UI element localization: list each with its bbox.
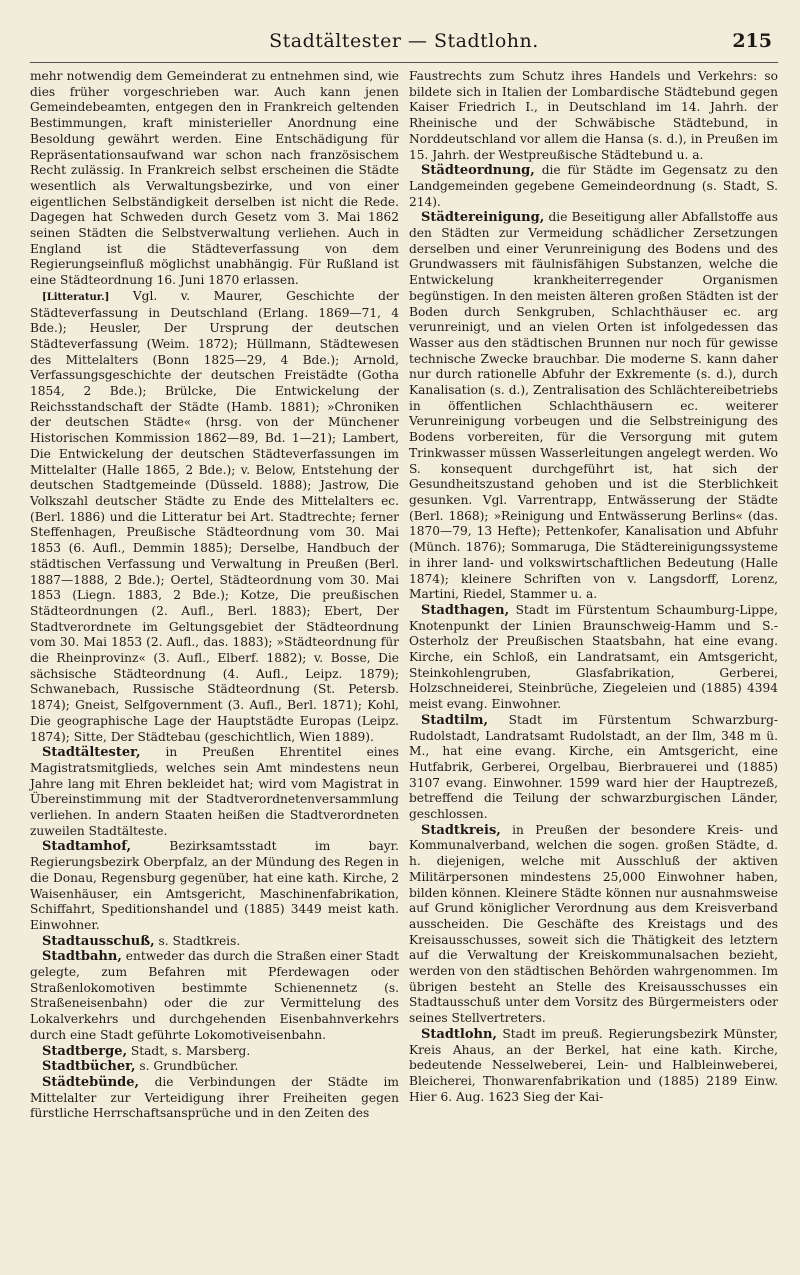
entry-text: die Verbindungen der Städte im Mittelalter zur Verteidigung ihrer Freiheiten gegen fürstliche Herrschaftsansprüche und in den Zeiten des [30,1075,399,1121]
running-title: Stadtältester — Stadtlohn. [269,30,539,52]
entry-headword: Städtebünde, [42,1075,140,1090]
left-column [30,69,399,1122]
text-columns [30,69,778,1122]
entry-text: Stadt im Fürstentum Schaumburg-Lippe, Knotenpunkt der Linien Braunschweig-Hamm und S.-Osterholz der Preußischen Staatsbahn, hat eine evang. Kirche, ein Schloß, ein Landratsamt, ein Amtsgericht, Steinkohlengruben, Glasfabrikation, Gerberei, Holzschneiderei, Steinbrüche, Ziegeleien und (1885) 4394 meist evang. Einwohner. [409,602,778,712]
entry-text: in Preußen Ehrentitel eines Magistratsmitglieds, welches sein Amt mindestens neun Jahre lang mit Ehren bekleidet hat; wird vom Magistrat in Übereinstimmung mit der Stadtverordnetenversammlung verliehen. In andern Staaten heißen die Stadtverordneten zuweilen Stadtälteste. [30,745,399,838]
entry-paragraph [30,69,399,289]
entry-text: Bezirksamtsstadt im bayr. Regierungsbezirk Oberpfalz, an der Mündung des Regen in die Donau, Regensburg gegenüber, hat eine kath. Kirche, 2 Waisenhäuser, ein Amtsgericht, Maschinenfabrikation, Schiffahrt, Speditionshandel und (1885) 3449 meist kath. Einwohner. [30,839,399,932]
entry-text: die für Städte im Gegensatz zu den Landgemeinden gegebene Gemeindeordnung (s. Stadt, S. 214). [409,163,778,209]
entry-text: Stadt im preuß. Regierungsbezirk Münster, Kreis Ahaus, an der Berkel, hat eine kath. Kirche, bedeutende Nesselweberei, Lein- und Halbleinweberei, Bleicherei, Thonwarenfabrikation und (1885) 2189 Einw. Hier 6. Aug. 1623 Sieg der Kai- [409,1026,778,1104]
entry-text: die Beseitigung aller Abfallstoffe aus den Städten zur Vermeidung schädlicher Zersetzungen derselben und einer Verunreinigung des Bodens und des Grundwassers mit fäulnisfähigen Substanzen, welche die Entwickelung krankheiterregender Organismen begünstigen. In den meisten älteren großen Städten ist der Boden durch Senkgruben, Schlachthäuser ec. arg verunreinigt, und an vielen Orten ist infolgedessen das Wasser aus den städtischen Brunnen nur noch für gewisse technische Zwecke brauchbar. Die moderne S. kann daher nur durch rationelle Abfuhr der Exkremente (s. d.), durch Kanalisation (s. d.), Zentralisation des Schlächtereibetriebs in öffentlichen Schlachthäusern ec. weiterer Verunreinigung vorbeugen und die Selbstreinigung des Bodens vorbereiten, für die Versorgung mit gutem Trinkwasser müssen Wasserleitungen angelegt werden. Wo S. konsequent durchgeführt ist, hat sich der Gesundheitszustand gehoben und ist die Sterblichkeit gesunken. Vgl. Varrentrapp, Entwässerung der Städte (Berl. 1868); »Reinigung und Entwässerung Berlins« (das. 1870—79, 13 Hefte); Pettenkofer, Kanalisation und Abfuhr (Münch. 1876); Sommaruga, Die Städtereinigungssysteme in ihrer land- und volkswirtschaftlichen Bedeutung (Halle 1874); kleinere Schriften von v. Langsdorff, Lorenz, Martini, Riedel, Stammer u. a. [409,210,778,602]
entry-stadthagen [409,603,778,713]
entry-stadtaeltester [30,745,399,839]
entry-headword: Städteordnung, [421,163,535,179]
entry-headword: Stadtlohn, [421,1026,497,1042]
entry-headword: Stadtkreis, [421,822,501,838]
entry-headword: Stadthagen, [421,602,510,618]
entry-stadtlohn [409,1027,778,1106]
entry-text: Faustrechts zum Schutz ihres Handels und Verkehrs: so bildete sich in Italien der Lombardische Städtebund gegen Kaiser Friedrich I., in Deutschland im 14. Jahrh. der Rheinische und der Schwäbische Städtebund, in Norddeutschland vor allem die Hansa (s. d.), in Preußen im 15. Jahrh. der Westpreußische Städtebund u. a. [409,69,778,162]
header-rule [30,62,778,63]
entry-staedteordnung [409,163,778,210]
entry-text: Stadt, s. Marsberg. [127,1043,251,1058]
literature-tag: [Litteratur.] [42,291,110,303]
entry-stadtkreis [409,823,778,1027]
entry-staedtebuende [30,1075,399,1122]
entry-headword: Stadtbahn, [42,949,122,965]
entry-text: in Preußen der besondere Kreis- und Kommunalverband, welchen die sogen. großen Städte, d. h. diejenigen, welche mit Ausschluß der aktiven Militärpersonen mindestens 25,000 Einwohner haben, bilden können. Kleinere Städte können nur ausnahmsweise auf Grund königlicher Verordnung aus dem Kreisverband ausscheiden. Die Geschäfte des Kreistags und des Kreisausschusses, soweit sich die Thätigkeit des letztern auf die Verwaltung der Kreiskommunalsachen bezieht, werden von den städtischen Behörden wahrgenommen. Im übrigen besteht an Stelle des Kreisausschusses ein Stadtausschuß unter dem Vorsitz des Bürgermeisters oder seines Stellvertreters. [409,822,778,1026]
entry-text: Stadt im Fürstentum Schwarzburg-Rudolstadt, Landratsamt Rudolstadt, an der Ilm, 348 m ü. M., hat eine evang. Kirche, ein Amtsgericht, eine Hutfabrik, Gerberei, Orgelbau, Bierbrauerei und (1885) 3107 evang. Einwohner. 1599 ward hier der Hauptrezeß, betreffend die Teilung der schwarzburgischen Länder, geschlossen. [409,712,778,822]
entry-stadtbahn [30,949,399,1043]
entry-text: mehr notwendig dem Gemeinderat zu entnehmen sind, wie dies früher vorgeschrieben war. Auch kann jenen Gemeindebeamten, entgegen den in Frankreich geltenden Bestimmungen, kraft ministerieller Anordnung eine Besoldung gewährt werden. Eine Entschädigung für Repräsentationsaufwand war schon nach französischem Recht zulässig. In Frankreich selbst erscheinen die Städte wesentlich als Verwaltungsbezirke, und von einer eigentlichen Selbständigkeit derselben ist nicht die Rede. Dagegen hat Schweden durch Gesetz vom 3. Mai 1862 seinen Städten die Selbstverwaltung verliehen. Auch in England ist die Städteverfassung von dem Regierungseinfluß möglichst unabhängig. Für Rußland ist eine Städteordnung 16. Juni 1870 erlassen. [30,69,399,288]
entry-headword: Stadtilm, [421,712,489,728]
entry-headword: Stadtausschuß, [42,933,155,949]
entry-text: entweder das durch die Straßen einer Stadt gelegte, zum Befahren mit Pferdewagen oder Straßenlokomotiven bestimmte Schienennetz (s. Straßeneisenbahn) oder die zur Vermittelung des Lokalverkehrs und durchgehenden Eisenbahnverkehrs durch eine Stadt geführte Lokomotiveisenbahn. [30,949,399,1042]
entry-headword: Stadtältester, [42,745,141,761]
entry-stadtbuecher [30,1059,399,1075]
right-column [409,69,778,1122]
entry-stadtberge [30,1044,399,1060]
entry-stadtamhof [30,839,399,933]
entry-text: s. Stadtkreis. [154,933,241,948]
entry-text: s. Grundbücher. [135,1059,239,1074]
page-number: 215 [732,30,772,52]
entry-headword: Städtereinigung, [421,210,545,226]
literature-text: Vgl. v. Maurer, Geschichte der Städteverfassung in Deutschland (Erlang. 1869—71, 4 Bde.); Heusler, Der Ursprung der deutschen Städteverfassung (Weim. 1872); Hüllmann, Städtewesen des Mittelalters (Bonn 1825—29, 4 Bde.); Arnold, Verfassungsgeschichte der deutschen Freistädte (Gotha 1854, 2 Bde.); Brülcke, Die Entwickelung der Reichsstandschaft der Städte (Hamb. 1881); »Chroniken der deutschen Städte« (hrsg. von der Münchener Historischen Kommission 1862—89, Bd. 1—21); Lambert, Die Entwickelung der deutschen Städteverfassungen im Mittelalter (Halle 1865, 2 Bde.); v. Below, Entstehung der deutschen Stadtgemeinde (Düsseld. 1888); Jastrow, Die Volkszahl deutscher Städte zu Ende des Mittelalters ec. (Berl. 1886) und die Litteratur bei Art. Stadtrechte; ferner Steffenhagen, Preußische Städteordnung vom 30. Mai 1853 (6. Aufl., Demmin 1885); Derselbe, Handbuch der städtischen Verfassung und Verwaltung in Preußen (Berl. 1887—1888, 2 Bde.); Oertel, Städteordnung vom 30. Mai 1853 (Liegn. 1883, 2 Bde.); Kotze, Die preußischen Städteordnungen (2. Aufl., Berl. 1883); Ebert, Der Stadtverordnete im Geltungsgebiet der Städteordnung vom 30. Mai 1853 (2. Aufl., das. 1883); »Städteordnung für die Rheinprovinz« (3. Aufl., Elberf. 1882); v. Bosse, Die sächsische Städteordnung (4. Aufl., Leipz. 1879); Schwanebach, Russische Städteordnung (St. Petersb. 1874); Gneist, Selfgovernment (3. Aufl., Berl. 1871); Kohl, Die geographische Lage der Hauptstädte Europas (Leipz. 1874); Sitte, Der Städtebau (geschichtlich, Wien 1889). [30,288,399,744]
literature-paragraph [30,289,399,745]
entry-headword: Stadtbücher, [42,1059,136,1075]
entry-headword: Stadtberge, [42,1043,128,1059]
entry-headword: Stadtamhof, [42,839,132,855]
page-header [30,28,778,62]
entry-continuation [409,69,778,163]
entry-staedtereinigung [409,210,778,603]
entry-stadtilm [409,713,778,823]
entry-stadtausschuss [30,934,399,950]
